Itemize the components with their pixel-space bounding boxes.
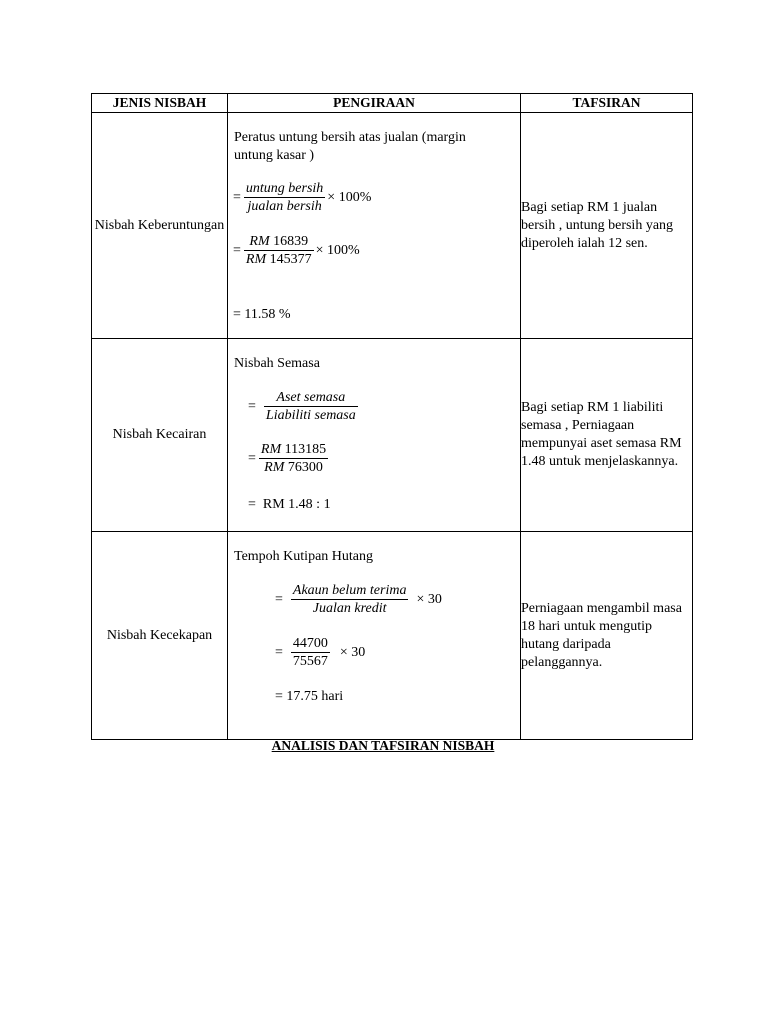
fraction-numerator: 44700 [292, 636, 328, 651]
currency-label: RM [245, 252, 267, 267]
fraction [244, 180, 325, 216]
calculation-cell [228, 532, 521, 740]
ratio-type-cell: Nisbah Keberuntungan [92, 113, 228, 339]
fraction-denominator: jualan bersih [247, 199, 322, 214]
calc-substitution-step [248, 441, 328, 477]
table-row-profitability [92, 113, 693, 339]
fraction-denominator: 75567 [292, 654, 328, 669]
calc-substitution-step [233, 233, 360, 269]
amount-value: 145377 [269, 252, 312, 267]
calc-intro: Peratus untung bersih atas jualan (margin untung kasar ) [234, 130, 466, 163]
calc-result: = 11.58 % [233, 307, 291, 322]
equals-sign: = [275, 645, 283, 660]
fraction-numerator: untung bersih [245, 181, 324, 196]
calc-formula-step [275, 582, 442, 618]
table-row-efficiency [92, 532, 693, 740]
equals-sign: = [233, 190, 241, 205]
header-interpretation: TAFSIRAN [521, 94, 693, 113]
fraction-numerator [244, 233, 314, 251]
fraction [259, 441, 328, 477]
fraction-numerator [259, 441, 328, 459]
fraction [291, 635, 330, 671]
amount-value: 76300 [287, 460, 323, 475]
calc-result: = 17.75 hari [275, 689, 344, 704]
table-header-row [92, 94, 693, 113]
calc-result: = RM 1.48 : 1 [248, 497, 331, 512]
calc-substitution-step [275, 635, 365, 671]
fraction-denominator: Liabiliti semasa [265, 408, 356, 423]
calc-intro: Nisbah Semasa [234, 356, 320, 371]
fraction [264, 389, 358, 425]
fraction-denominator [259, 459, 328, 477]
fraction-denominator [244, 251, 314, 269]
equals-sign: = [233, 243, 241, 258]
ratio-type-cell: Nisbah Kecekapan [92, 532, 228, 740]
multiplier-text: × 30 [339, 645, 366, 660]
calculation-cell [228, 339, 521, 532]
multiplier-text: × 30 [416, 592, 442, 607]
multiplier-text: × 100% [327, 190, 372, 205]
multiplier-text: × 100% [315, 243, 360, 258]
interpretation-cell: Perniagaan mengambil masa 18 hari untuk mengutip hutang daripada pelanggannya. [521, 532, 693, 740]
table-row-liquidity [92, 339, 693, 532]
table-caption: ANALISIS DAN TAFSIRAN NISBAH [271, 738, 495, 753]
amount-value: 16839 [273, 234, 309, 249]
equals-sign: = [248, 451, 256, 466]
currency-label: RM [260, 442, 282, 457]
equals-sign: = [248, 399, 256, 414]
calc-formula-step [248, 389, 358, 425]
ratio-type-cell: Nisbah Kecairan [92, 339, 228, 532]
header-ratio-type: JENIS NISBAH [92, 94, 228, 113]
currency-label: RM [249, 234, 270, 249]
calc-intro: Tempoh Kutipan Hutang [234, 549, 373, 564]
amount-value: 113185 [284, 442, 327, 457]
equals-sign: = [275, 592, 283, 607]
calculation-cell [228, 113, 521, 339]
calc-formula-step [233, 180, 371, 216]
header-calculation: PENGIRAAN [228, 94, 521, 113]
currency-label: RM [264, 460, 285, 475]
interpretation-cell: Bagi setiap RM 1 liabiliti semasa , Perniagaan mempunyai aset semasa RM 1.48 untuk menjelaskannya. [521, 339, 693, 532]
fraction [244, 233, 314, 269]
fraction-numerator: Akaun belum terima [292, 583, 407, 598]
ratio-analysis-table [91, 93, 693, 740]
fraction [291, 582, 409, 618]
fraction-denominator: Jualan kredit [312, 601, 387, 616]
fraction-numerator: Aset semasa [264, 389, 358, 407]
interpretation-cell: Bagi setiap RM 1 jualan bersih , untung bersih yang diperoleh ialah 12 sen. [521, 113, 693, 339]
